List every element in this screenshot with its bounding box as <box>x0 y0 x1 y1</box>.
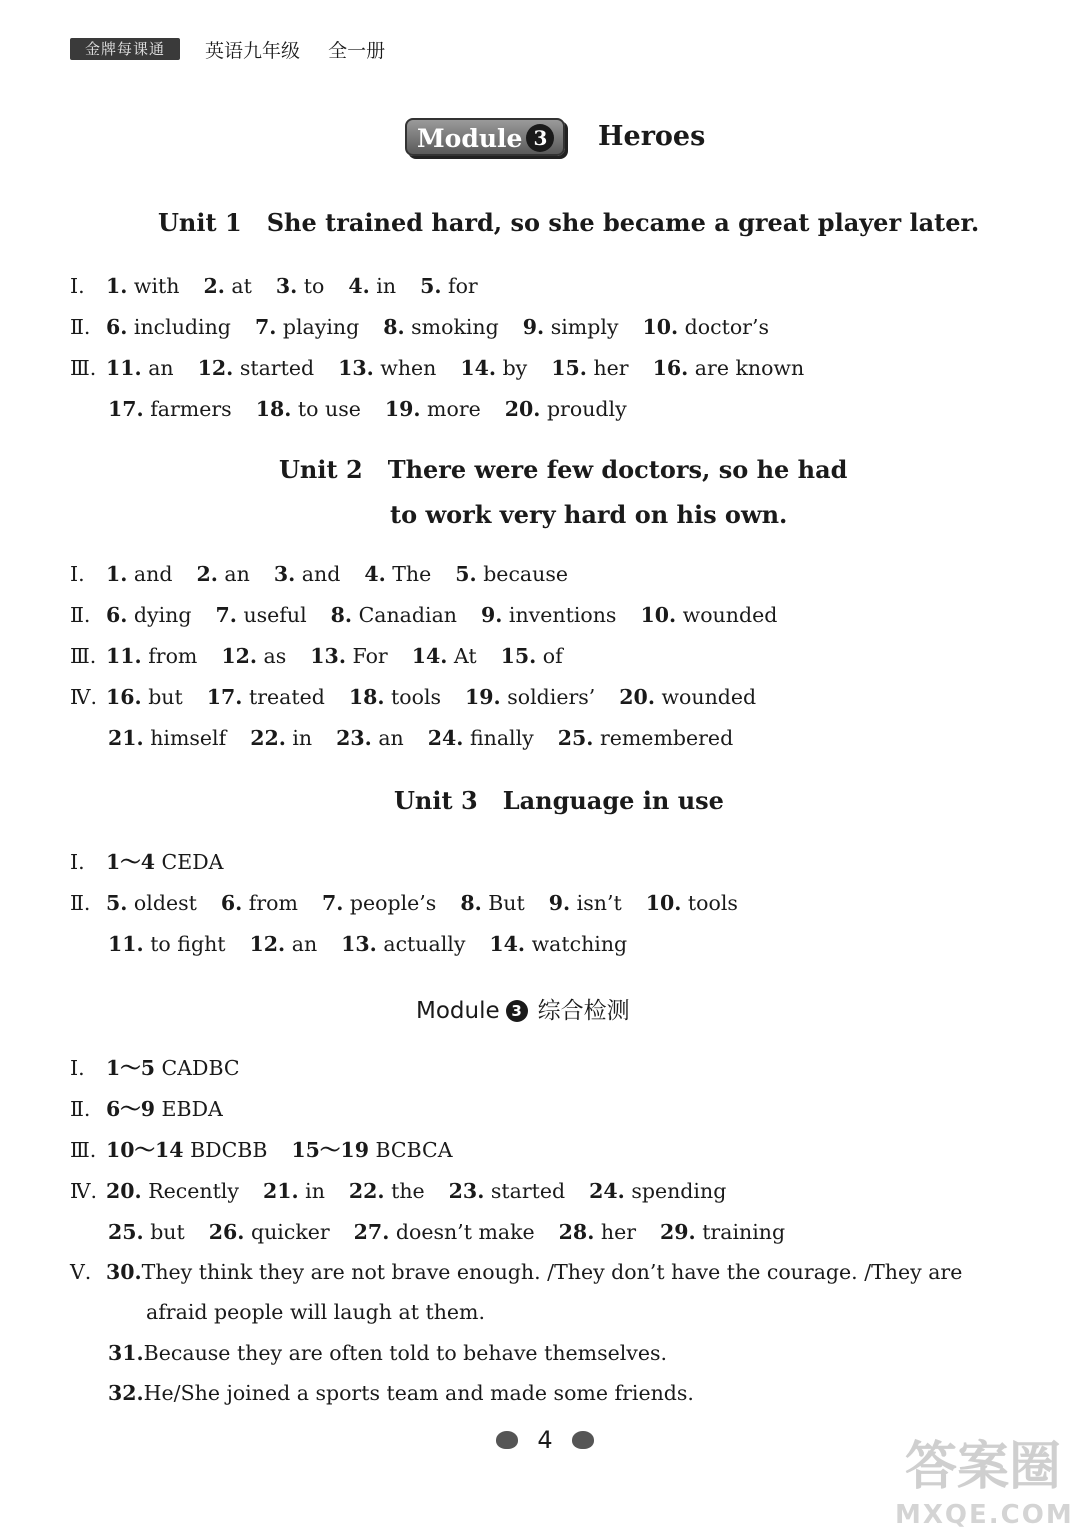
answer-text: of <box>536 644 563 668</box>
question-number: 14. <box>460 356 497 380</box>
answer-text: oldest <box>127 891 197 915</box>
answer-text: simply <box>544 315 619 339</box>
answer-item <box>646 891 738 915</box>
question-number: 5. <box>106 891 128 915</box>
answer-text: her <box>594 1220 636 1244</box>
answer-item <box>551 356 628 380</box>
answer-item <box>338 356 436 380</box>
answer-item <box>412 644 477 668</box>
answer-item <box>653 356 805 380</box>
question-number: 7. <box>321 891 344 915</box>
answer-text: quicker <box>244 1220 330 1244</box>
answer-item <box>207 685 325 709</box>
unit3-title: Unit 3 Language in use <box>394 786 724 815</box>
question-number: 30. <box>106 1260 142 1284</box>
question-number: 6. <box>106 315 128 339</box>
answer-text: He/She joined a sports team and made some friends. <box>143 1381 694 1405</box>
answer-item <box>354 1220 535 1244</box>
question-number: 13. <box>341 932 377 956</box>
answer-line-q30-cont: afraid people will laugh at them. <box>146 1300 486 1324</box>
answer-line-q32 <box>108 1380 694 1406</box>
question-number: 4. <box>348 274 370 298</box>
question-number: 17. <box>108 397 144 421</box>
answer-item <box>559 1220 636 1244</box>
answer-item <box>489 932 627 956</box>
answer-item <box>196 562 249 586</box>
answer-item <box>106 562 172 586</box>
question-number: 3. <box>275 274 298 298</box>
question-number: 24. <box>589 1179 625 1203</box>
leaf-icon <box>572 1431 594 1449</box>
answer-item <box>481 603 616 627</box>
answer-item <box>322 891 436 915</box>
answer-item <box>523 315 619 339</box>
answer-text: wounded <box>676 603 778 627</box>
question-number: 21. <box>108 726 144 750</box>
question-number: 21. <box>262 1179 299 1203</box>
answer-line <box>70 849 247 875</box>
answer-item <box>106 274 179 298</box>
answer-item <box>106 891 197 915</box>
answer-line <box>108 1219 809 1245</box>
roman-numeral: Ⅳ. <box>70 685 97 709</box>
roman-numeral: Ⅱ. <box>70 891 91 915</box>
question-number: 5. <box>420 274 442 298</box>
answer-text: But <box>481 891 525 915</box>
answer-item <box>106 644 197 668</box>
answer-item <box>106 603 192 627</box>
question-number: 1. <box>106 562 128 586</box>
answer-line-q30 <box>70 1259 962 1285</box>
question-number: 11. <box>106 644 142 668</box>
answer-text: to fight <box>143 932 226 956</box>
answer-text: EBDA <box>155 1097 223 1121</box>
roman-numeral: Ⅳ. <box>70 1179 97 1203</box>
question-number: 17. <box>206 685 243 709</box>
answer-text: doesn’t make <box>389 1220 535 1244</box>
answer-item <box>221 644 286 668</box>
answer-item <box>348 274 396 298</box>
question-number: 20. <box>619 685 655 709</box>
roman-numeral: Ⅱ. <box>70 1097 91 1121</box>
question-number: 9. <box>522 315 545 339</box>
question-number: 10. <box>642 315 679 339</box>
answer-text: finally <box>463 726 534 750</box>
answer-text: by <box>496 356 528 380</box>
watermark-url: MXQE.COM <box>895 1500 1074 1530</box>
question-number: 7. <box>254 315 277 339</box>
roman-numeral: Ⅰ. <box>70 1056 85 1080</box>
brand-badge: 金牌每课通 <box>70 38 180 60</box>
question-number: 31. <box>108 1341 144 1365</box>
review-title-suffix: 综合检测 <box>537 998 630 1024</box>
answer-text: playing <box>276 315 360 339</box>
answer-item <box>420 274 478 298</box>
question-number: 1～5 <box>106 1056 156 1080</box>
answer-item <box>106 1138 267 1162</box>
watermark-logo: 答案圈 <box>905 1437 1062 1497</box>
answer-text: and <box>127 562 173 586</box>
answer-text: from <box>242 891 298 915</box>
answer-text: an <box>285 932 318 956</box>
question-number: 10. <box>640 603 677 627</box>
question-number: 23. <box>336 726 372 750</box>
answer-text: in <box>298 1179 325 1203</box>
question-number: 11. <box>106 356 142 380</box>
answer-text: in <box>369 274 397 298</box>
answer-text: started <box>484 1179 566 1203</box>
answer-text: but <box>141 685 183 709</box>
answer-text: but <box>143 1220 185 1244</box>
answer-line <box>70 602 801 628</box>
answer-text: treated <box>242 685 325 709</box>
question-number: 18. <box>255 397 292 421</box>
leaf-icon <box>496 1431 518 1449</box>
answer-item <box>106 1056 240 1080</box>
question-number: 24. <box>427 726 464 750</box>
header-volume: 全一册 <box>328 40 386 62</box>
answer-item <box>255 315 359 339</box>
answer-text: spending <box>624 1179 727 1203</box>
answer-text: isn’t <box>570 891 622 915</box>
unit2-title-line2: to work very hard on his own. <box>390 500 788 529</box>
answer-text: as <box>257 644 287 668</box>
question-number: 25. <box>108 1220 144 1244</box>
answer-item <box>336 726 404 750</box>
answer-item <box>106 850 223 874</box>
answer-text: started <box>233 356 315 380</box>
question-number: 19. <box>384 397 421 421</box>
roman-numeral: Ⅲ. <box>70 644 97 668</box>
answer-text: for <box>441 274 478 298</box>
question-number: 8. <box>330 603 353 627</box>
answer-text: with <box>127 274 180 298</box>
question-number: 18. <box>348 685 385 709</box>
question-number: 11. <box>108 932 144 956</box>
answer-item <box>460 356 527 380</box>
answer-text: CEDA <box>155 850 224 874</box>
answer-text: smoking <box>404 315 499 339</box>
answer-item <box>256 397 361 421</box>
question-number: 15. <box>500 644 537 668</box>
answer-item <box>276 274 325 298</box>
answer-text: tools <box>384 685 442 709</box>
answer-text: remembered <box>593 726 734 750</box>
answer-text: himself <box>143 726 227 750</box>
answer-text: Canadian <box>352 603 457 627</box>
answer-text: Because they are often told to behave themselves. <box>143 1341 668 1365</box>
answer-text: farmers <box>143 397 232 421</box>
answer-item <box>263 1179 325 1203</box>
answer-text: proudly <box>540 397 627 421</box>
answer-text: to use <box>291 397 361 421</box>
module-badge <box>405 118 565 156</box>
answer-text: wounded <box>654 685 757 709</box>
roman-numeral: Ⅰ. <box>70 850 85 874</box>
question-number: 12. <box>221 644 258 668</box>
answer-text: at <box>224 274 252 298</box>
roman-numeral: Ⅲ. <box>70 1138 97 1162</box>
question-number: 26. <box>208 1220 245 1244</box>
answer-item <box>642 315 769 339</box>
answer-item <box>349 685 441 709</box>
module-number: 3 <box>526 124 554 152</box>
question-number: 3. <box>273 562 296 586</box>
question-number: 32. <box>108 1381 144 1405</box>
answer-item <box>108 932 226 956</box>
answer-text: in <box>285 726 313 750</box>
question-number: 23. <box>448 1179 485 1203</box>
answer-text: BDCBB <box>183 1138 268 1162</box>
question-number: 6. <box>106 603 128 627</box>
answer-item <box>106 1097 223 1121</box>
unit1-title: Unit 1 She trained hard, so she became a great player later. <box>158 208 980 237</box>
answer-text: soldiers’ <box>500 685 596 709</box>
question-number: 19. <box>465 685 501 709</box>
answer-text: They think they are not brave enough. /They don’t have the courage. /They are <box>141 1260 963 1284</box>
question-number: 16. <box>106 685 142 709</box>
question-number: 27. <box>353 1220 390 1244</box>
question-number: 20. <box>106 1179 142 1203</box>
module-badge-label: Module <box>417 124 523 153</box>
answer-line <box>108 725 757 751</box>
question-number: 9. <box>548 891 571 915</box>
module-title: Heroes <box>598 121 706 152</box>
question-number: 14. <box>411 644 448 668</box>
answer-item <box>385 397 481 421</box>
answer-item <box>505 397 627 421</box>
answer-item <box>549 891 622 915</box>
answer-text: more <box>420 397 481 421</box>
answer-line <box>70 890 762 916</box>
answer-line <box>70 273 502 299</box>
answer-text: For <box>345 644 388 668</box>
answer-line-q31 <box>108 1340 667 1366</box>
question-number: 1～4 <box>106 850 156 874</box>
answer-item <box>349 1179 425 1203</box>
question-number: 8. <box>460 891 482 915</box>
roman-numeral: Ⅱ. <box>70 603 91 627</box>
question-number: 13. <box>338 356 374 380</box>
answer-text: including <box>127 315 231 339</box>
answer-item <box>106 1179 239 1203</box>
answer-line <box>70 684 780 710</box>
answer-text: are known <box>688 356 805 380</box>
answer-line <box>70 314 793 340</box>
question-number: 28. <box>558 1220 595 1244</box>
answer-item <box>455 562 568 586</box>
roman-numeral: Ⅱ. <box>70 315 91 339</box>
question-number: 2. <box>196 562 218 586</box>
answer-item <box>460 891 524 915</box>
answer-text: because <box>476 562 569 586</box>
answer-text: the <box>384 1179 425 1203</box>
answer-text: and <box>295 562 341 586</box>
question-number: 7. <box>215 603 237 627</box>
question-number: 5. <box>455 562 477 586</box>
answer-item <box>198 356 314 380</box>
answer-text: CADBC <box>155 1056 240 1080</box>
answer-item <box>274 562 340 586</box>
roman-numeral: Ⅲ. <box>70 356 97 380</box>
answer-text: when <box>373 356 437 380</box>
answer-item <box>449 1179 565 1203</box>
answer-text: doctor’s <box>678 315 770 339</box>
answer-text: her <box>586 356 629 380</box>
question-number: 15～19 <box>291 1138 369 1162</box>
answer-text: an <box>217 562 250 586</box>
answer-item <box>250 932 318 956</box>
question-number: 8. <box>383 315 405 339</box>
answer-item <box>108 726 226 750</box>
answer-text: BCBCA <box>368 1138 453 1162</box>
question-number: 12. <box>249 932 286 956</box>
answer-item <box>106 315 231 339</box>
question-number: 10～14 <box>106 1138 184 1162</box>
page-footer <box>495 1426 595 1454</box>
answer-item <box>341 932 465 956</box>
question-number: 13. <box>310 644 346 668</box>
answer-line <box>108 931 651 957</box>
page-number: 4 <box>537 1426 553 1454</box>
answer-item <box>660 1220 785 1244</box>
question-number: 22. <box>348 1179 385 1203</box>
review-title-prefix: Module <box>416 998 500 1024</box>
answer-item <box>501 644 563 668</box>
answer-text: an <box>141 356 174 380</box>
question-number: 16. <box>652 356 689 380</box>
answer-item <box>203 274 251 298</box>
answer-text: training <box>695 1220 786 1244</box>
answer-line <box>70 561 592 587</box>
question-number: 9. <box>481 603 503 627</box>
question-number: 6～9 <box>106 1097 156 1121</box>
roman-numeral: Ⅴ. <box>70 1260 92 1284</box>
answer-text: an <box>371 726 404 750</box>
answer-line <box>108 396 651 422</box>
roman-numeral: Ⅰ. <box>70 562 85 586</box>
answer-text: The <box>385 562 432 586</box>
answer-item <box>428 726 534 750</box>
answer-line <box>70 1055 264 1081</box>
answer-item <box>619 685 756 709</box>
answer-text: dying <box>127 603 192 627</box>
answer-line <box>70 1096 247 1122</box>
answer-item <box>108 1220 185 1244</box>
question-number: 22. <box>250 726 286 750</box>
header-text <box>205 36 407 63</box>
question-number: 15. <box>551 356 587 380</box>
review-title <box>416 992 630 1025</box>
answer-text: people’s <box>343 891 437 915</box>
answer-item <box>589 1179 726 1203</box>
question-number: 20. <box>504 397 541 421</box>
header-subject: 英语九年级 <box>205 40 301 62</box>
answer-line <box>70 1178 750 1204</box>
answer-text: from <box>141 644 198 668</box>
answer-text: to <box>297 274 325 298</box>
answer-item <box>465 685 595 709</box>
question-number: 14. <box>489 932 526 956</box>
roman-numeral: Ⅰ. <box>70 274 85 298</box>
answer-item <box>331 603 457 627</box>
question-number: 1. <box>106 274 128 298</box>
answer-line <box>70 355 828 381</box>
answer-item <box>216 603 307 627</box>
review-number: 3 <box>506 1000 528 1022</box>
answer-text: Recently <box>141 1179 239 1203</box>
question-number: 25. <box>557 726 594 750</box>
answer-item <box>250 726 312 750</box>
answer-line <box>70 1137 477 1163</box>
answer-text: useful <box>236 603 307 627</box>
answer-text: inventions <box>502 603 617 627</box>
answer-item <box>291 1138 452 1162</box>
answer-text: At <box>447 644 477 668</box>
answer-item <box>106 356 174 380</box>
question-number: 2. <box>203 274 225 298</box>
answer-item <box>310 644 387 668</box>
answer-item <box>221 891 298 915</box>
unit2-title-line1: Unit 2 There were few doctors, so he had <box>279 455 848 484</box>
answer-item <box>106 685 183 709</box>
answer-line <box>70 643 587 669</box>
answer-text: watching <box>525 932 628 956</box>
question-number: 4. <box>364 562 386 586</box>
answer-item <box>640 603 777 627</box>
answer-text: tools <box>681 891 738 915</box>
question-number: 10. <box>645 891 682 915</box>
answer-item <box>383 315 499 339</box>
answer-item <box>364 562 431 586</box>
answer-item <box>209 1220 330 1244</box>
question-number: 6. <box>220 891 243 915</box>
answer-item <box>558 726 733 750</box>
answer-item <box>108 397 232 421</box>
question-number: 12. <box>197 356 234 380</box>
question-number: 29. <box>660 1220 696 1244</box>
answer-text: actually <box>376 932 466 956</box>
